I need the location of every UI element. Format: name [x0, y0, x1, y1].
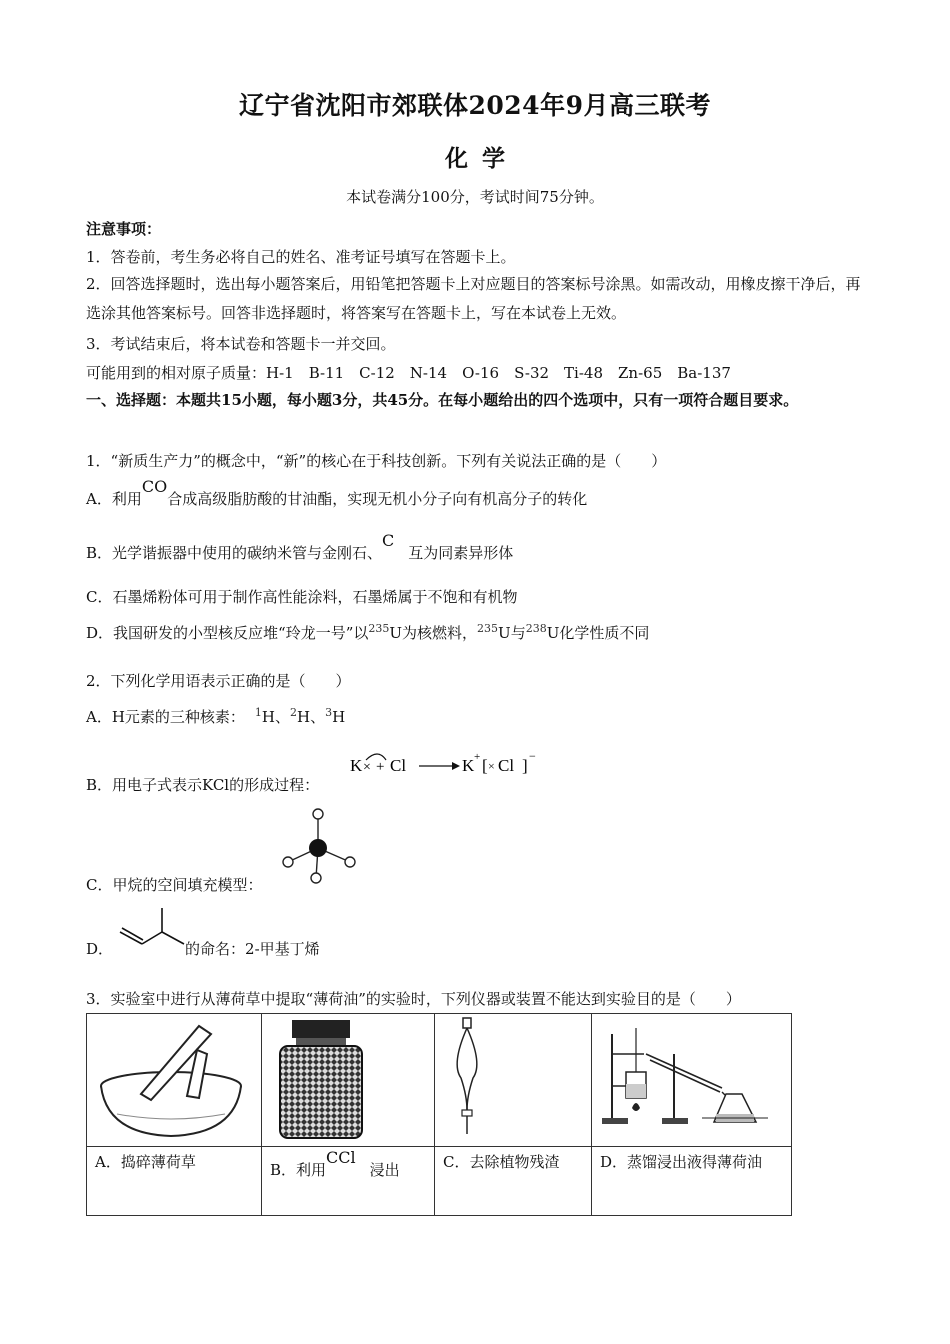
notes-heading: 注意事项：	[86, 220, 162, 238]
q2-option-c: C．甲烷的空间填充模型：	[86, 876, 263, 894]
methane-model-icon	[278, 808, 360, 890]
distillation-cell	[592, 1014, 792, 1147]
svg-text:×: ×	[488, 759, 495, 773]
svg-text:+: +	[474, 751, 481, 763]
q1-option-a	[86, 477, 588, 509]
q1-b-text: B．光学谐振器中使用的碳纳米管与金刚石、	[86, 544, 383, 562]
mass-number: 1	[254, 706, 262, 719]
uranium-symbol: U	[546, 624, 560, 642]
bottle-icon	[262, 1014, 434, 1142]
q1-option-d	[86, 622, 649, 643]
subject-title: 化学	[445, 145, 519, 172]
svg-text:]: ]	[522, 756, 528, 775]
separatory-funnel-icon	[435, 1014, 591, 1142]
note-item: 3．考试结束后，将本试卷和答题卡一并交回。	[86, 335, 396, 353]
q3-stem: 3．实验室中进行从薄荷草中提取“薄荷油”的实验时，下列仪器或装置不能达到实验目的是（ ）	[86, 990, 741, 1008]
q1-a-text: A．利用	[86, 490, 142, 508]
q3-option-d: D．蒸馏浸出液得薄荷油	[592, 1147, 792, 1216]
note-item: 2．回答选择题时，选出每小题答案后，用铅笔把答题卡上对应题目的答案标号涂黑。如需改动，用橡皮擦干净后，再选涂其他答案标号。回答非选择题时，将答案写在答题卡上，写在本试卷上无效。	[86, 275, 861, 322]
mass-number: 2	[290, 706, 298, 719]
q2-d-text: 的命名：2-甲基丁烯	[185, 940, 320, 958]
potassium-symbol: K	[350, 756, 363, 775]
exam-info: 本试卷满分100分，考试时间75分钟。	[346, 188, 604, 206]
mortar-pestle-icon	[87, 1014, 261, 1142]
atomic-masses: 可能用到的相对原子质量：H-1 B-11 C-12 N-14 O-16 S-32 Ti-48 Zn-65 Ba-137	[86, 364, 731, 382]
hydrogen-symbol: H	[297, 708, 311, 726]
q1-option-b	[86, 531, 514, 563]
hydrogen-symbol: H	[261, 708, 276, 726]
mass-number: 238	[525, 622, 547, 635]
q2-d-label: D．	[86, 940, 114, 958]
svg-text:−: −	[529, 749, 536, 763]
svg-text:[: [	[482, 756, 488, 775]
mortar-cell	[87, 1014, 262, 1147]
mass-number: 235	[477, 622, 499, 635]
svg-text:+: +	[376, 759, 385, 775]
ccl4-formula: CCl	[326, 1148, 356, 1167]
q2-a-text: A．H元素的三种核素：	[86, 708, 245, 726]
q1-d-text-4: 化学性质不同	[559, 624, 650, 642]
potassium-ion-symbol: K	[462, 756, 475, 775]
q3-option-a: A．捣碎薄荷草	[87, 1147, 262, 1216]
section-heading: 一、选择题：本题共15小题，每小题3分，共45分。在每小题给出的四个选项中，只有一项符合题目要求。	[86, 391, 799, 409]
q1-d-text-3: 与	[510, 624, 526, 642]
note-item: 1．答卷前，考生务必将自己的姓名、准考证号填写在答题卡上。	[86, 248, 516, 266]
c60-formula: C	[382, 531, 395, 550]
q3-apparatus-table	[86, 1013, 792, 1216]
q1-option-c: C．石墨烯粉体可用于制作高性能涂料，石墨烯属于不饱和有机物	[86, 588, 518, 606]
q1-d-text-2: 为核燃料，	[402, 624, 478, 642]
q2-stem: 2．下列化学用语表示正确的是（ ）	[86, 672, 351, 690]
separator: 、	[310, 708, 326, 726]
q1-d-text: D．我国研发的小型核反应堆“玲龙一号”以	[86, 624, 369, 642]
hydrogen-symbol: H	[332, 708, 346, 726]
q1-b-text-2: 互为同素异形体	[408, 544, 514, 562]
q1-a-text-2: 合成高级脂肪酸的甘油酯，实现无机小分子向有机高分子的转化	[167, 490, 588, 508]
q3-option-c: C．去除植物残渣	[435, 1147, 592, 1216]
co2-formula: CO	[141, 477, 168, 496]
jar-cell	[262, 1014, 435, 1147]
q3-option-b	[262, 1147, 435, 1216]
kcl-electron-formula	[346, 748, 542, 778]
chloride-symbol: Cl	[498, 756, 515, 775]
q3-b-text: B．利用	[270, 1161, 327, 1179]
separator: 、	[275, 708, 291, 726]
q3-b-text-2: 浸出	[369, 1161, 400, 1179]
q2-option-b: B．用电子式表示KCl的形成过程：	[86, 776, 320, 794]
funnel-cell	[435, 1014, 592, 1147]
skeletal-formula-icon	[116, 904, 188, 948]
q1-stem: 1．“新质生产力”的概念中，“新”的核心在于科技创新。下列有关说法正确的是（ ）	[86, 452, 667, 470]
uranium-symbol: U	[389, 624, 403, 642]
mass-number: 3	[325, 706, 333, 719]
chlorine-symbol: Cl	[390, 756, 407, 775]
uranium-symbol: U	[498, 624, 511, 642]
mass-number: 235	[368, 622, 390, 635]
q2-option-a	[86, 706, 345, 727]
page-title: 辽宁省沈阳市郊联体2024年9月高三联考	[239, 91, 711, 120]
distillation-apparatus-icon	[592, 1014, 790, 1142]
svg-text:×: ×	[363, 760, 371, 775]
